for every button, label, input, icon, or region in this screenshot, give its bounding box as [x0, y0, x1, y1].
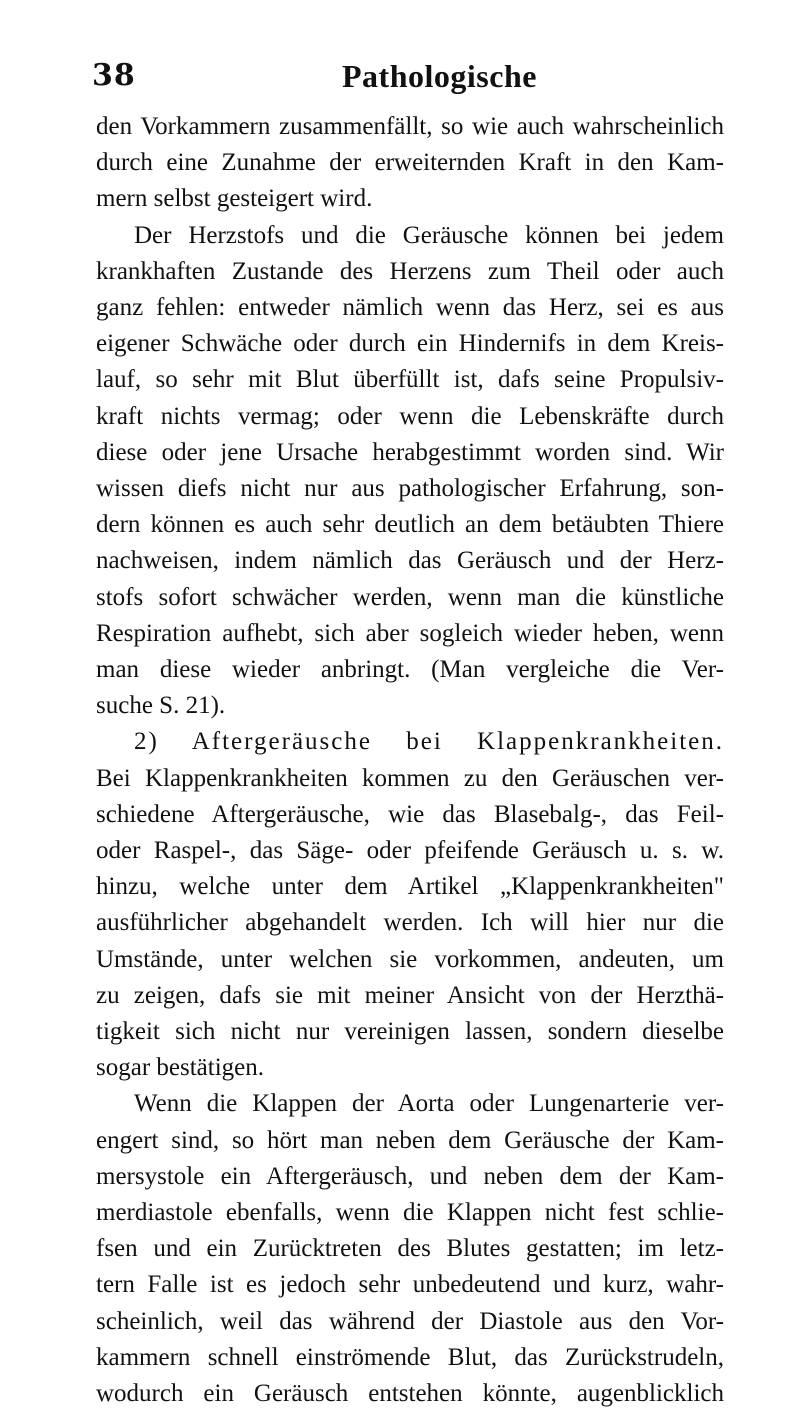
text-line: engert sind, so hört man neben dem Geräusche der Kam-	[96, 1126, 724, 1154]
text-line: fsen und ein Zurücktreten des Blutes gestatten; im letz-	[96, 1235, 724, 1263]
text-line: dern können es auch sehr deutlich an dem betäubten Thiere	[96, 511, 724, 539]
text-line: wissen diefs nicht nur aus pathologischer Erfahrung, son-	[96, 475, 724, 502]
text-line: mern selbst gesteigert wird.	[96, 185, 373, 213]
page-number: 38	[92, 58, 136, 93]
text-line: krankhaften Zustande des Herzens zum Theil oder auch	[96, 257, 724, 285]
text-line: zu zeigen, dafs sie mit meiner Ansicht von der Herzthä-	[96, 981, 724, 1009]
text-line: oder Raspel-, das Säge- oder pfeifende Geräusch u. s. w.	[96, 837, 724, 864]
text-line: Wenn die Klappen der Aorta oder Lungenarterie ver-	[134, 1090, 724, 1118]
text-line: durch eine Zunahme der erweiternden Kraft in den Kam-	[96, 149, 724, 177]
text-line: stofs sofort schwächer werden, wenn man die künstliche	[96, 583, 724, 611]
text-line: diese oder jene Ursache herabgestimmt worden sind. Wir	[96, 438, 724, 466]
text-line: Respiration aufhebt, sich aber sogleich wieder heben, wenn	[96, 619, 724, 647]
text-line: Bei Klappenkrankheiten kommen zu den Geräuschen ver-	[96, 764, 724, 792]
text-line: man diese wieder anbringt. (Man vergleiche die Ver-	[96, 656, 724, 683]
text-line: schiedene Aftergeräusche, wie das Blasebalg-, das Feil-	[96, 800, 724, 828]
text-line: kraft nichts vermag; oder wenn die Lebenskräfte durch	[96, 402, 724, 430]
text-line: wodurch ein Geräusch entstehen könnte, augenblicklich	[96, 1380, 724, 1407]
text-line: hinzu, welche unter dem Artikel „Klappenkrankheiten"	[96, 873, 724, 901]
text-line: suche S. 21).	[96, 692, 226, 720]
text-line: 2) Aftergeräusche bei Klappenkrankheiten.	[134, 728, 724, 756]
text-line: scheinlich, weil das während der Diastole aus den Vor-	[96, 1307, 724, 1335]
text-line: kammern schnell einströmende Blut, das Zurückstrudeln,	[96, 1343, 724, 1371]
text-line: tern Falle ist es jedoch sehr unbedeutend und kurz, wahr-	[96, 1271, 724, 1299]
text-line: mersystole ein Aftergeräusch, und neben dem der Kam-	[96, 1162, 724, 1190]
text-line: nachweisen, indem nämlich das Geräusch und der Herz-	[96, 547, 724, 575]
text-line: Der Herzstofs und die Geräusche können bei jedem	[134, 221, 724, 249]
text-line: sogar bestätigen.	[96, 1054, 265, 1082]
running-head: Pathologische	[342, 58, 537, 94]
text-line: lauf, so sehr mit Blut überfüllt ist, dafs seine Propulsiv-	[96, 366, 724, 394]
text-line: ganz fehlen: entweder nämlich wenn das Herz, sei es aus	[96, 294, 724, 321]
text-line: eigener Schwäche oder durch ein Hindernifs in dem Kreis-	[96, 330, 724, 358]
page-header	[92, 58, 724, 98]
text-line: merdiastole ebenfalls, wenn die Klappen nicht fest schlie-	[96, 1199, 724, 1226]
text-line: den Vorkammern zusammenfällt, so wie auch wahrscheinlich	[96, 113, 724, 140]
text-line: ausführlicher abgehandelt werden. Ich will hier nur die	[96, 909, 724, 937]
text-line: Umstände, unter welchen sie vorkommen, andeuten, um	[96, 945, 724, 973]
text-line: tigkeit sich nicht nur vereinigen lassen, sondern dieselbe	[96, 1018, 724, 1045]
